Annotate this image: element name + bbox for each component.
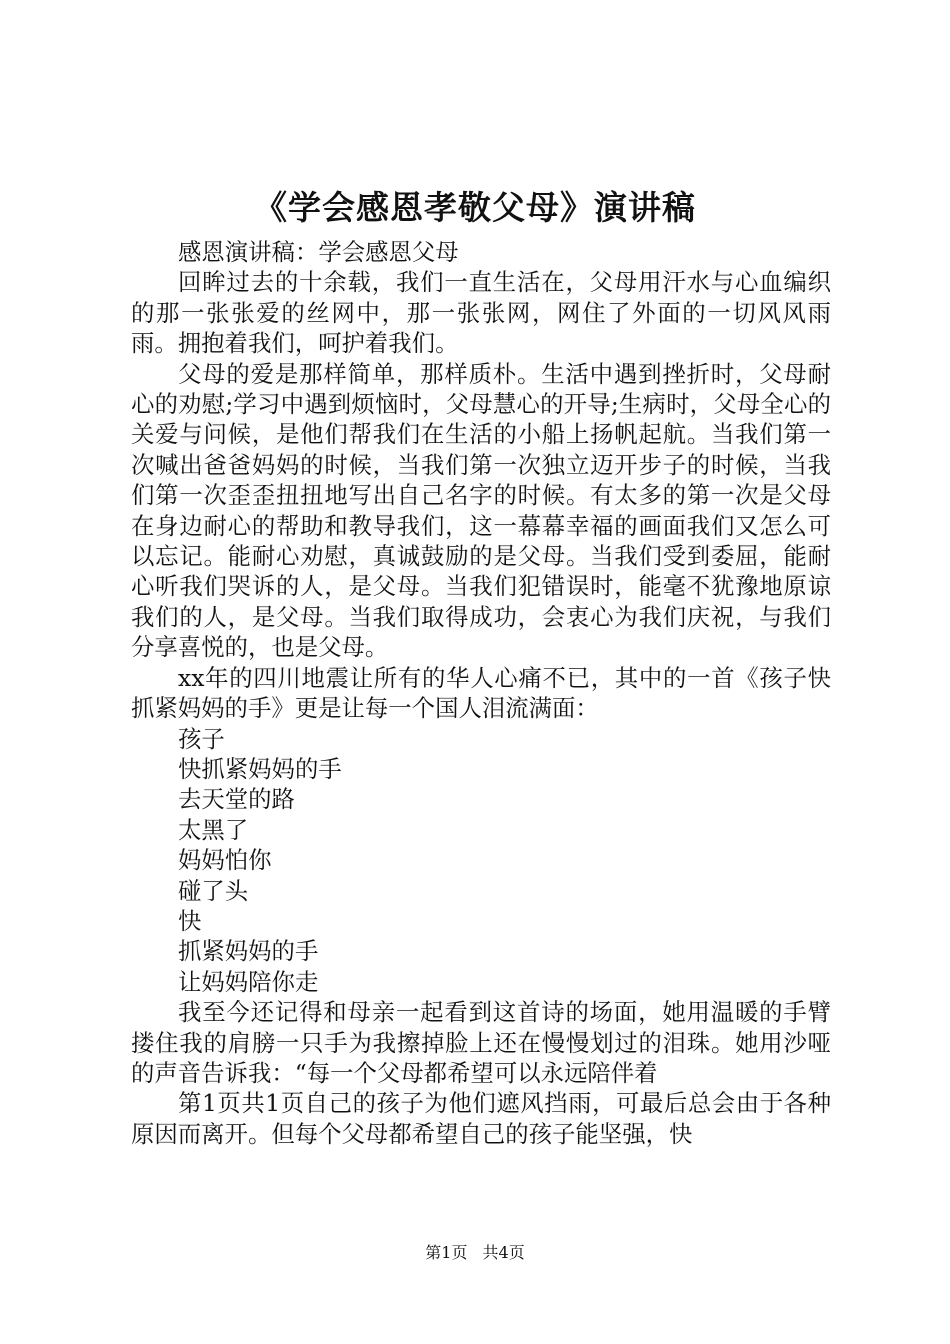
- page-number-current: 第1页: [425, 1243, 468, 1262]
- page-number-total: 共4页: [482, 1243, 525, 1262]
- poem-line: 抓紧妈妈的手: [178, 937, 319, 966]
- body-paragraph: 父母的爱是那样简单，那样质朴。生活中遇到挫折时，父母耐心的劝慰;学习中遇到烦恼时，父母慧心的开导;生病时，父母全心的关爱与问候，是他们帮我们在生活的小船上扬帆起航。当我们第一次喊出爸爸妈妈的时候，当我们第一次独立迈开步子的时候，当我们第一次歪歪扭扭地写出自己名字的时候。有太多的第一次是父母在身边耐心的帮助和教导我们，这一幕幕幸福的画面我们又怎么可以忘记。能耐心劝慰，真诚鼓励的是父母。当我们受到委屈，能耐心听我们哭诉的人，是父母。当我们犯错误时，能毫不犹豫地原谅我们的人，是父母。当我们取得成功，会衷心为我们庆祝，与我们分享喜悦的，也是父母。: [131, 359, 831, 662]
- poem-line: 去天堂的路: [178, 785, 295, 814]
- poem-line: 快抓紧妈妈的手: [178, 754, 342, 783]
- body-paragraph: 我至今还记得和母亲一起看到这首诗的场面，她用温暖的手臂搂住我的肩膀一只手为我擦掉脸上还在慢慢划过的泪珠。她用沙哑的声音告诉我：“每一个父母都希望可以永远陪伴着: [131, 998, 831, 1087]
- body-paragraph: 回眸过去的十余载，我们一直生活在，父母用汗水与心血编织的那一张张爱的丝网中，那一张张网，网住了外面的一切风风雨雨。拥抱着我们，呵护着我们。: [131, 268, 831, 358]
- page-footer: [0, 1243, 950, 1263]
- poem-line: 让妈妈陪你走: [178, 967, 319, 996]
- document-title: 《学会感恩孝敬父母》演讲稿: [254, 188, 696, 227]
- document-body: [131, 237, 831, 1149]
- poem-line: 碰了头: [178, 876, 249, 905]
- body-paragraph: 感恩演讲稿：学会感恩父母: [178, 238, 459, 266]
- poem-line: 孩子: [178, 724, 225, 753]
- poem-line: 太黑了: [178, 815, 249, 844]
- poem-line: 妈妈怕你: [178, 846, 272, 875]
- body-paragraph: xx年的四川地震让所有的华人心痛不已，其中的一首《孩子快抓紧妈妈的手》更是让每一个国人泪流满面：: [131, 663, 831, 723]
- body-paragraph: 第1页共1页自己的孩子为他们遮风挡雨，可最后总会由于各种原因而离开。但每个父母都希望自己的孩子能坚强，快: [131, 1089, 831, 1148]
- poem-line: 快: [178, 906, 202, 935]
